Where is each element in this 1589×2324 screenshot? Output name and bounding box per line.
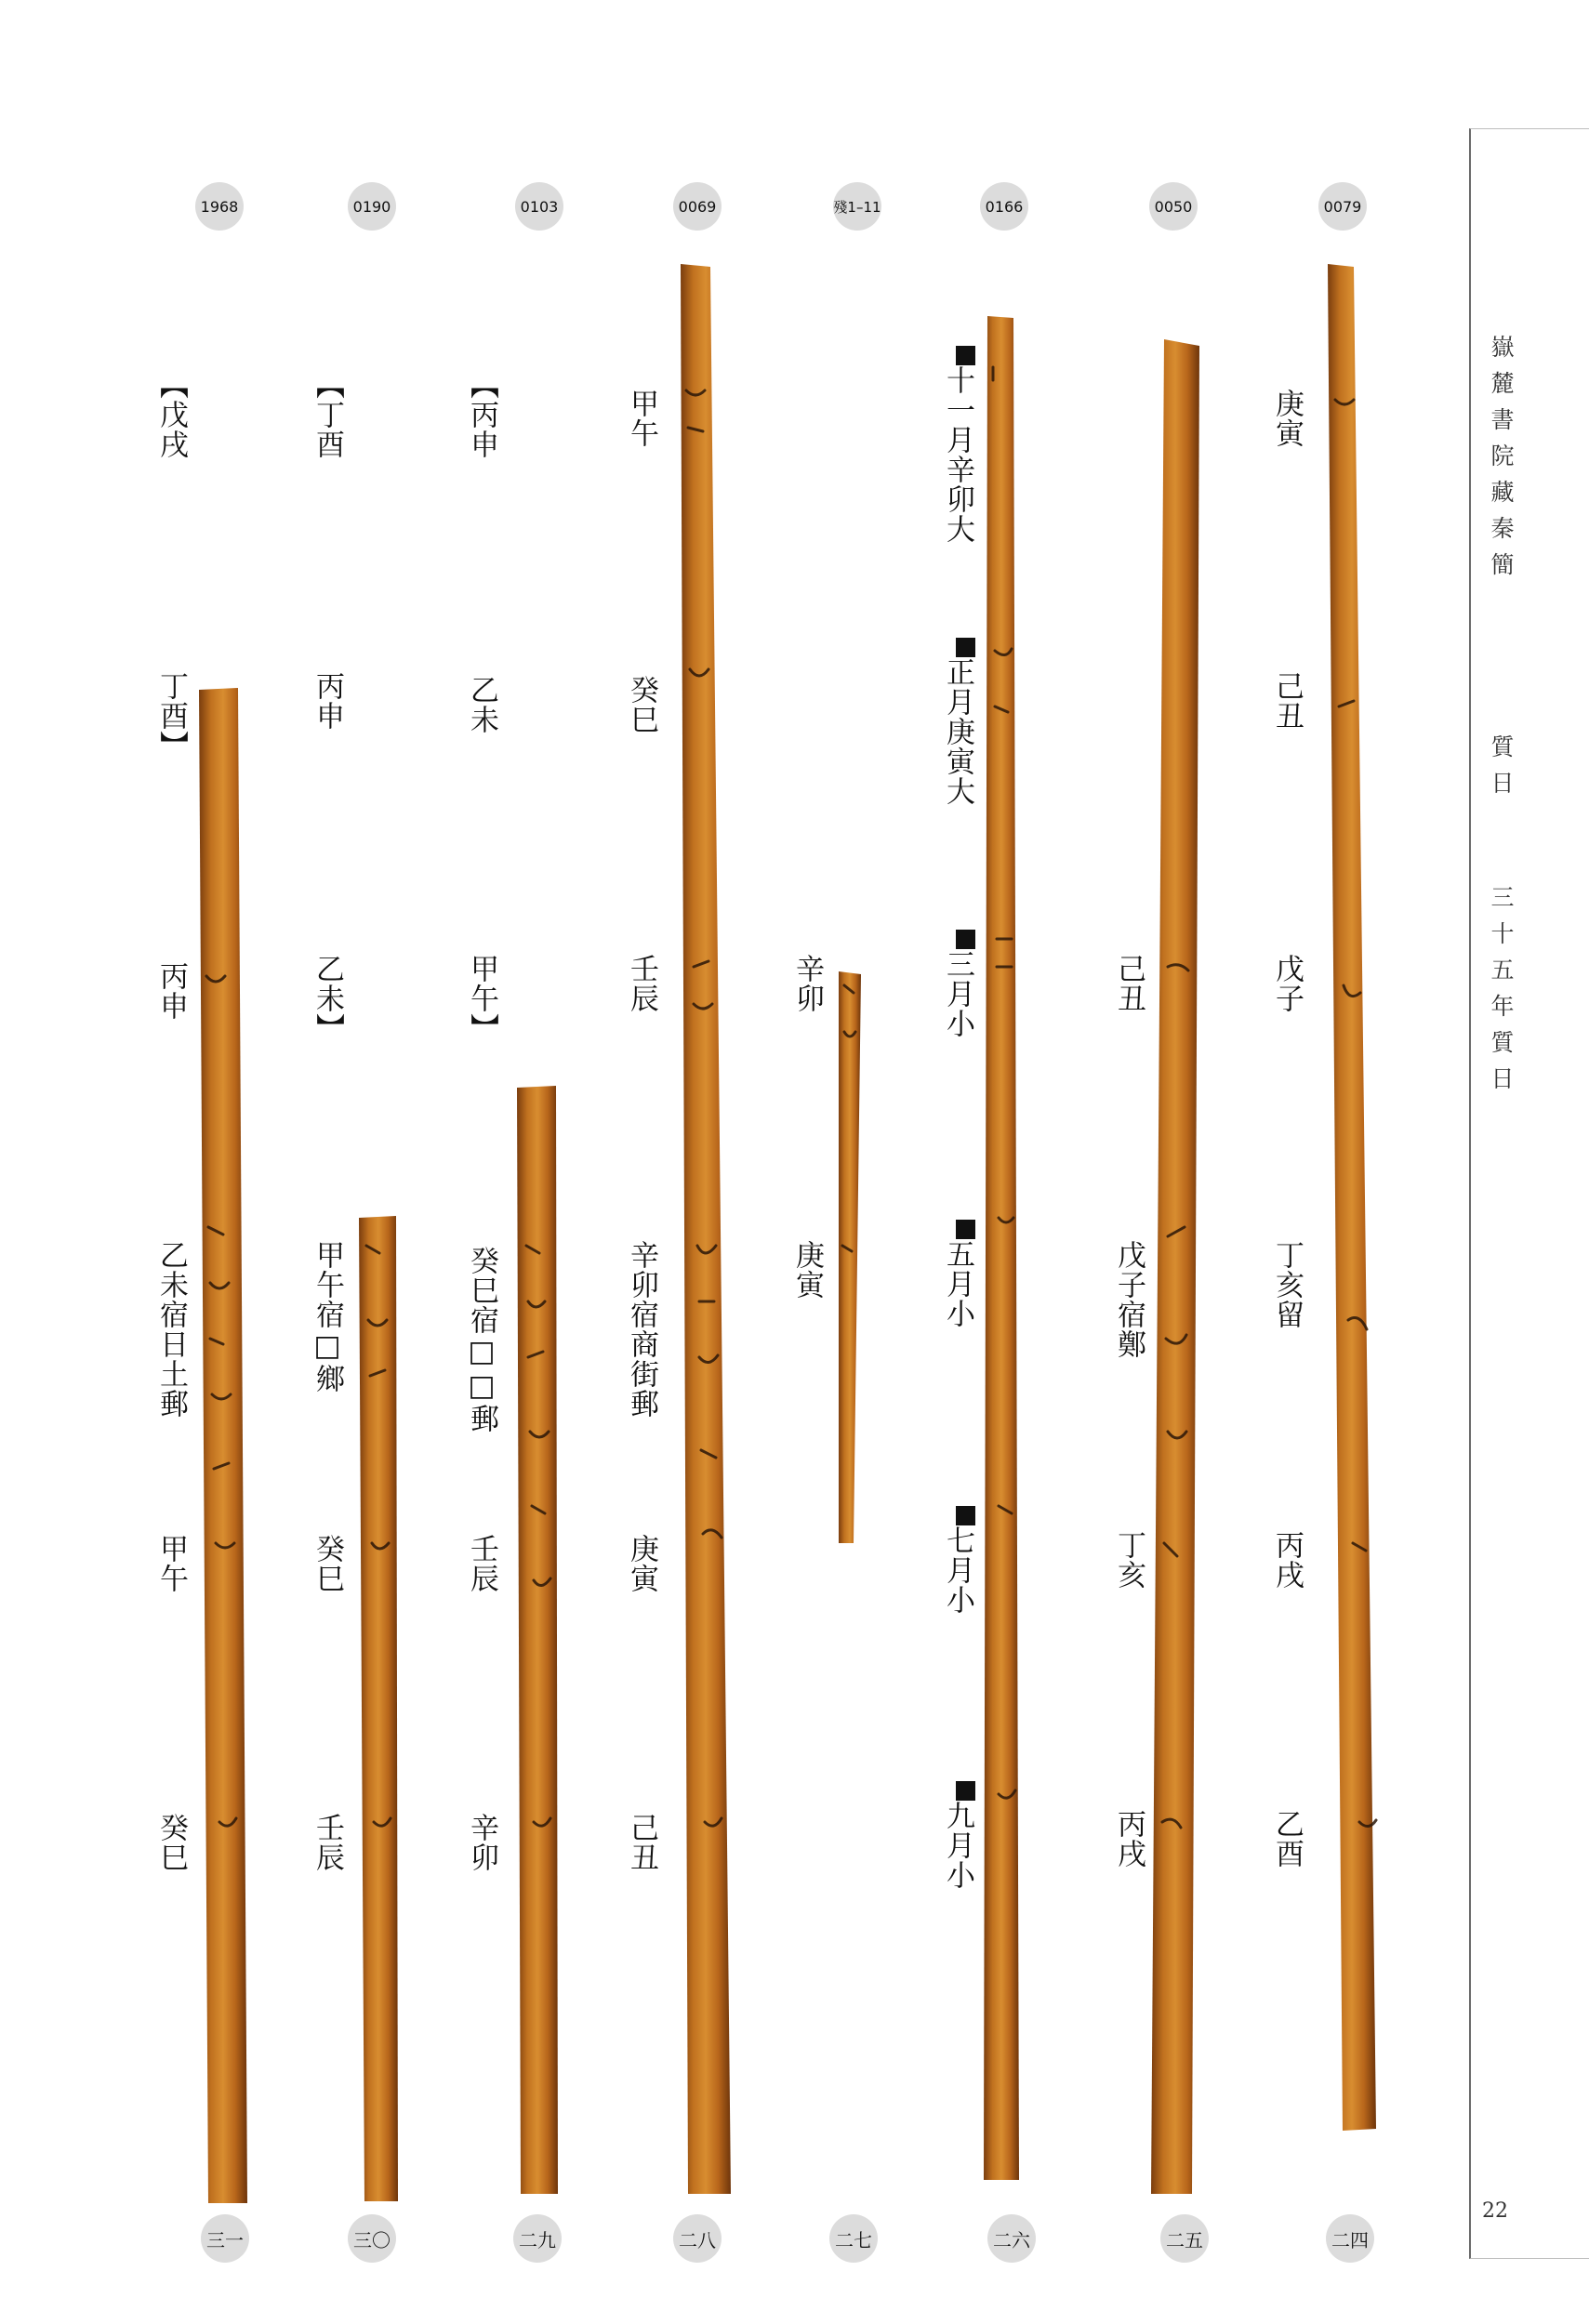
lacuna-square xyxy=(956,1220,975,1239)
slip-id-badge: 0103 xyxy=(515,182,563,231)
transcription-line: 癸巳 xyxy=(154,1813,188,1872)
transcription-line: 乙酉 xyxy=(1270,1809,1304,1868)
slip-number-badge: 三一 xyxy=(201,2214,249,2263)
section-title: 質日 xyxy=(1488,734,1515,807)
transcription-line: 五月小 xyxy=(943,1220,975,1328)
transcription-line: 壬辰 xyxy=(625,954,658,1013)
transcription-line: 乙未】 xyxy=(311,954,344,1043)
transcription-line: 【戊戌 xyxy=(154,370,188,459)
transcription-line: 三月小 xyxy=(943,930,975,1038)
slip-number-badge: 三〇 xyxy=(348,2214,396,2263)
slip-id-badge: 0190 xyxy=(348,182,396,231)
slip-number-badge: 二八 xyxy=(673,2214,722,2263)
transcription-line: 七月小 xyxy=(943,1506,975,1615)
slip-image-1968 xyxy=(199,688,247,2203)
transcription-line: 乙未宿日土郵 xyxy=(154,1240,188,1419)
transcription-line: 戊子 xyxy=(1270,954,1304,1013)
transcription-line: 丁亥 xyxy=(1112,1530,1145,1590)
transcription-line: 庚寅 xyxy=(1270,389,1304,448)
transcription-line: 戊子宿鄭 xyxy=(1112,1240,1145,1359)
slip-id-badge: 殘1–11 xyxy=(833,182,881,231)
transcription-line: 壬辰 xyxy=(311,1813,344,1872)
slip-image-0103 xyxy=(517,1086,558,2194)
transcription-line: 丙戌 xyxy=(1270,1530,1304,1590)
transcription-line: 乙未 xyxy=(465,675,498,734)
transcription-line: 己丑 xyxy=(1112,954,1145,1013)
book-title: 嶽麓書院藏秦簡 xyxy=(1488,335,1515,588)
lacuna-square xyxy=(956,346,975,365)
slip-number-badge: 二五 xyxy=(1160,2214,1209,2263)
transcription-line: 癸巳 xyxy=(311,1534,344,1593)
slip-id-badge: 0069 xyxy=(673,182,722,231)
slip-id-badge: 0166 xyxy=(980,182,1028,231)
slip-number-badge: 二七 xyxy=(829,2214,878,2263)
slip-image-0166 xyxy=(984,316,1019,2180)
transcription-line: 丙申 xyxy=(311,671,344,731)
transcription-line: 丁亥留 xyxy=(1270,1240,1304,1329)
transcription-line: 十一月辛卯大 xyxy=(943,346,975,544)
slip-id-badge: 0079 xyxy=(1318,182,1367,231)
slip-number-badge: 二九 xyxy=(513,2214,562,2263)
transcription-line: 己丑 xyxy=(625,1813,658,1872)
transcription-line: 【丙申 xyxy=(465,370,498,459)
transcription-line: 庚寅 xyxy=(625,1534,658,1593)
transcription-line: 辛卯宿商街郵 xyxy=(625,1240,658,1419)
transcription-line: 癸巳宿□□郵 xyxy=(465,1246,498,1433)
page-number: 22 xyxy=(1482,2199,1508,2223)
transcription-line: 九月小 xyxy=(943,1781,975,1890)
transcription-line: 正月庚寅大 xyxy=(943,638,975,806)
slip-number-badge: 二四 xyxy=(1326,2214,1374,2263)
section-subtitle: 三十五年質日 xyxy=(1488,885,1515,1103)
slip-id-badge: 0050 xyxy=(1149,182,1198,231)
transcription-line: 辛卯 xyxy=(465,1813,498,1872)
transcription-line: 甲午 xyxy=(154,1534,188,1593)
transcription-line: 丁酉】 xyxy=(154,671,188,760)
slip-image-0050 xyxy=(1151,339,1199,2194)
lacuna-square xyxy=(956,1781,975,1801)
transcription-line: 丙申 xyxy=(154,961,188,1021)
slip-image-0190 xyxy=(359,1216,398,2201)
transcription-line: 辛卯 xyxy=(790,954,824,1013)
lacuna-square xyxy=(956,930,975,949)
slip-image-0079 xyxy=(1328,264,1376,2131)
transcription-line: 甲午】 xyxy=(465,954,498,1043)
slip-id-badge: 1968 xyxy=(195,182,244,231)
transcription-line: 甲午 xyxy=(625,389,658,448)
transcription-line: 己丑 xyxy=(1270,671,1304,731)
transcription-line: 甲午宿□鄉 xyxy=(311,1240,344,1393)
lacuna-square xyxy=(956,638,975,657)
transcription-line: 丙戌 xyxy=(1112,1809,1145,1868)
transcription-line: 庚寅 xyxy=(790,1240,824,1300)
transcription-line: 癸巳 xyxy=(625,675,658,734)
slip-number-badge: 二六 xyxy=(987,2214,1036,2263)
slip-image-0069 xyxy=(681,264,731,2194)
slip-image-fragment-1-11 xyxy=(839,971,861,1543)
lacuna-square xyxy=(956,1506,975,1525)
transcription-line: 壬辰 xyxy=(465,1534,498,1593)
transcription-line: 【丁酉 xyxy=(311,370,344,459)
